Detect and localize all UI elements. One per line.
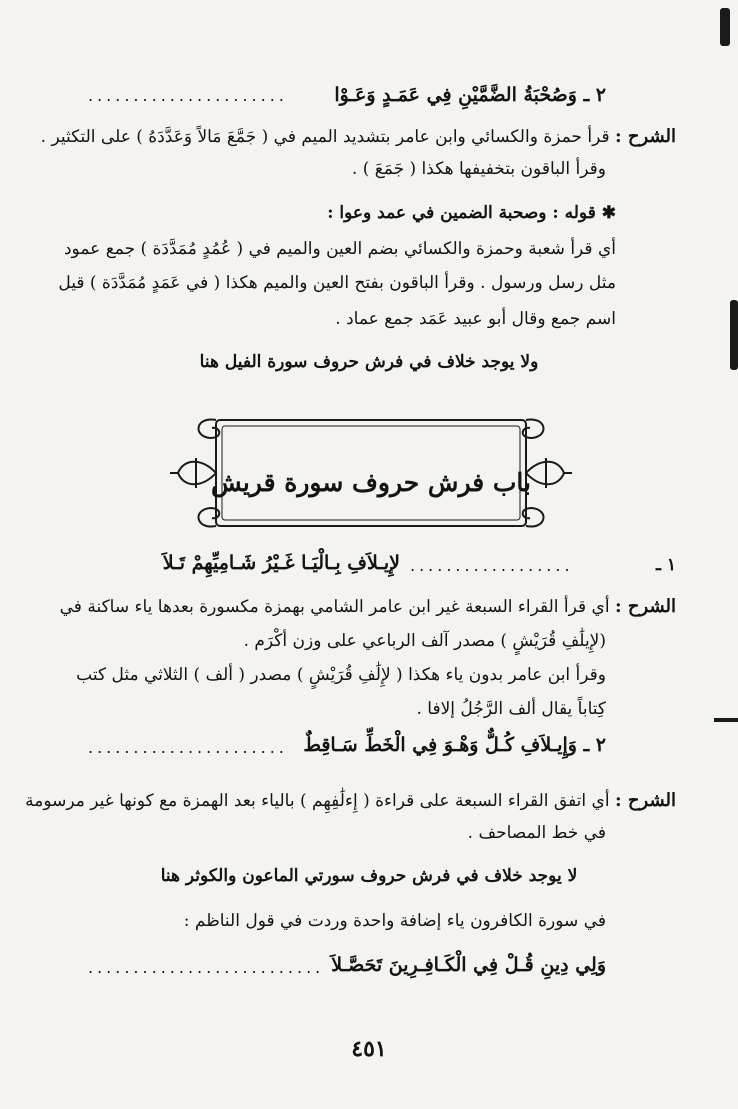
poem-verse: وَلِي دِينِ قُـلْ فِي الْكَـافِـرِينَ تَحَصَّـلاَ <box>331 954 606 976</box>
commentary-block <box>41 126 676 148</box>
commentary-text: قرأ حمزة والكسائي وابن عامر بتشديد الميم في ( جَمَّعَ مَالاً وَعَدَّدَهُ ) على التكثير . <box>40 127 610 147</box>
commentary-text: أي اتفق القراء السبعة على قراءة ( إِءلَٰفِهِم ) بالياء بعد الهمزة مع كونها غير مرسومة <box>25 791 610 811</box>
commentary-text: أي قرأ القراء السبعة غير ابن عامر الشامي بهمزة مكسورة بعدها ياء ساكنة في <box>59 597 610 617</box>
commentary-label: الشرح : <box>614 790 676 811</box>
commentary-text: وقرأ ابن عامر بدون ياء هكذا ( لإِلَٰفِ قُرَيْشٍ ) مصدر ( ألف ) الثلاثي مثل كتب <box>76 665 606 685</box>
section-note: لا يوجد خلاف في فرش حروف سورتي الماعون والكوثر هنا <box>160 866 578 886</box>
commentary-label: الشرح : <box>614 596 676 617</box>
explanation-line: مثل رسل ورسول . وقرأ الباقون بفتح العين والميم هكذا ( في عَمَدٍ مُمَدَّدَة ) قيل <box>58 273 616 293</box>
chapter-title: باب فرش حروف سورة قريش <box>210 468 532 497</box>
explanation-line: أي قرأ شعبة وحمزة والكسائي بضم العين والميم في ( عُمُدٍ مُمَدَّدَة ) جمع عمود <box>63 239 616 259</box>
verse-dots: ...................... <box>88 86 288 105</box>
verse-dots: ...................... <box>88 738 288 757</box>
page-number: ٤٥١ <box>351 1036 387 1062</box>
commentary-block <box>60 596 676 618</box>
explanation-line: في سورة الكافرون ياء إضافة واحدة وردت في قول الناظم : <box>183 911 606 931</box>
explanation-line: ✱ قوله : وصحبة الضمين في عمد وعوا : <box>327 203 616 223</box>
scan-edge-mark <box>714 718 738 722</box>
verse-number: ١ ـ <box>655 555 676 575</box>
commentary-label: الشرح : <box>614 126 676 147</box>
explanation-line: اسم جمع وقال أبو عبيد عَمَد جمع عماد . <box>335 309 616 329</box>
commentary-text: (لإِيلَٰفِ قُرَيْشٍ ) مصدر آلف الرباعي على وزن أكْرَم . <box>243 631 606 651</box>
verse-dots: .................. <box>410 556 574 575</box>
scan-edge-top <box>720 8 730 46</box>
section-note: ولا يوجد خلاف في فرش حروف سورة الفيل هنا <box>199 352 539 372</box>
poem-verse: ٢ ـ وَإِيـلاَفِ كُـلٌّ وَهْـوَ فِي الْخَطِّ سَـاقِطٌ <box>303 734 606 756</box>
poem-verse: ٢ ـ وَصُحْبَةُ الضَّمَّيْنِ فِي عَمَـدٍ وَعَـوْا <box>334 84 606 106</box>
commentary-text: في خط المصاحف . <box>467 823 606 843</box>
commentary-block <box>25 790 676 812</box>
chapter-title-frame <box>166 408 576 538</box>
commentary-text: كِتاباً يقال ألف الرَّجُلُ إلافا . <box>416 699 606 719</box>
poem-verse: لإِيـلاَفِ بِـالْيَـا غَـيْرُ شَـامِيِّهِمْ تَـلاَ <box>162 552 400 574</box>
verse-dots: .......................... <box>88 958 325 977</box>
commentary-text: وقرأ الباقون بتخفيفها هكذا ( جَمَعَ ) . <box>351 159 606 179</box>
